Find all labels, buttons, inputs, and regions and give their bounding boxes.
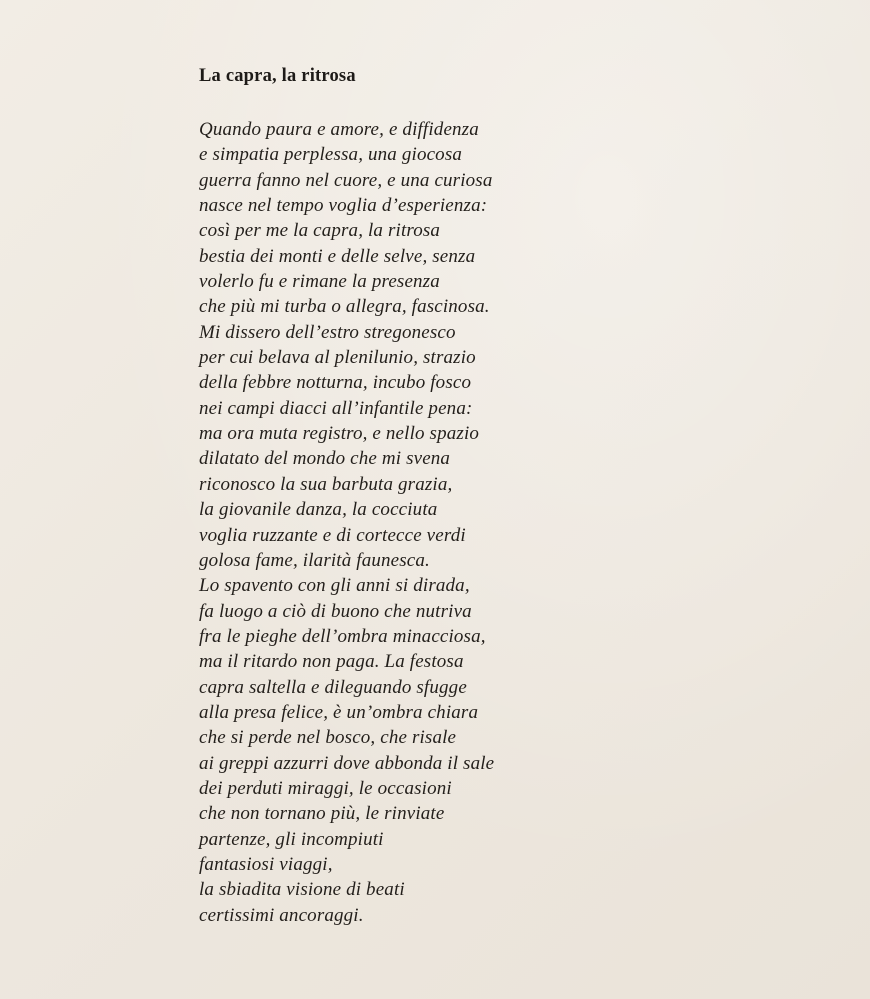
poem-body: [199, 117, 494, 928]
poem-line: nei campi diacci all’infantile pena:: [199, 397, 473, 419]
poem-line: voglia ruzzante e di cortecce verdi: [199, 524, 466, 546]
poem-line: riconosco la sua barbuta grazia,: [199, 473, 453, 495]
poem-line: così per me la capra, la ritrosa: [199, 220, 441, 242]
poem-line: che non tornano più, le rinviate: [199, 803, 445, 825]
poem-line: ma il ritardo non paga. La festosa: [199, 651, 464, 673]
poem-line: fra le pieghe dell’ombra minacciosa,: [199, 625, 486, 647]
poem-line: guerra fanno nel cuore, e una curiosa: [199, 169, 493, 191]
poem-title: La capra, la ritrosa: [199, 66, 356, 86]
poem-line: e simpatia perplessa, una giocosa: [199, 144, 463, 166]
poem-line: volerlo fu e rimane la presenza: [199, 271, 440, 293]
poem-line: Lo spavento con gli anni si dirada,: [199, 575, 470, 597]
poem-line: della febbre notturna, incubo fosco: [199, 372, 472, 394]
poem-line: fa luogo a ciò di buono che nutriva: [199, 600, 472, 622]
poem-line: fantasiosi viaggi,: [199, 853, 333, 875]
poem-line: alla presa felice, è un’ombra chiara: [199, 701, 479, 723]
poem-line: per cui belava al plenilunio, strazio: [199, 347, 476, 369]
poem-line: partenze, gli incompiuti: [199, 828, 384, 850]
poem-line: capra saltella e dileguando sfugge: [199, 676, 467, 698]
poem-line: golosa fame, ilarità faunesca.: [199, 549, 430, 571]
poem-line: la giovanile danza, la cocciuta: [199, 499, 438, 521]
poem-line: dei perduti miraggi, le occasioni: [199, 777, 452, 799]
poem-line: ma ora muta registro, e nello spazio: [199, 423, 480, 445]
poem-line: certissimi ancoraggi.: [199, 904, 364, 926]
poem-line: Quando paura e amore, e diffidenza: [199, 119, 479, 140]
poem-line: che più mi turba o allegra, fascinosa.: [199, 296, 490, 318]
poem-line: Mi dissero dell’estro stregonesco: [199, 321, 456, 343]
poem-line: bestia dei monti e delle selve, senza: [199, 245, 476, 267]
poem-line: dilatato del mondo che mi svena: [199, 448, 451, 470]
poem-line: che si perde nel bosco, che risale: [199, 727, 457, 749]
poem-line: ai greppi azzurri dove abbonda il sale: [199, 752, 495, 774]
poem-line: la sbiadita visione di beati: [199, 879, 405, 901]
poem-line: nasce nel tempo voglia d’esperienza:: [199, 195, 488, 217]
